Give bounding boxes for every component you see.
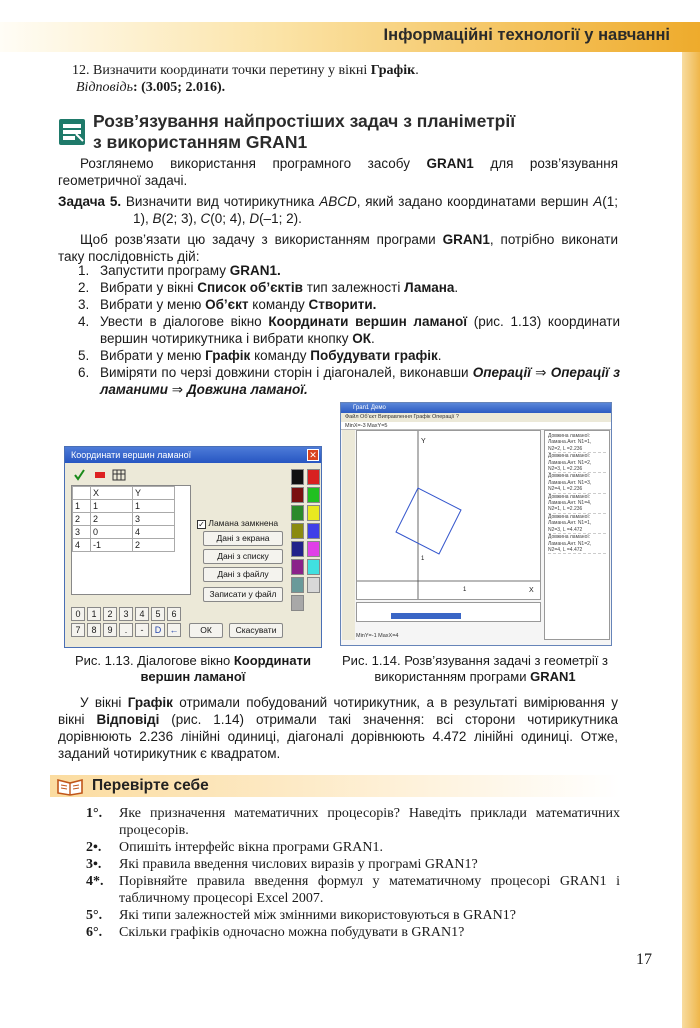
color-swatch[interactable] <box>307 505 320 521</box>
question-number: 6°. <box>86 925 103 940</box>
intro-a: Розглянемо використання програмного засобу <box>80 156 427 171</box>
check-yourself-title: Перевірте себе <box>92 777 209 794</box>
step-bold: Операції <box>472 365 531 380</box>
answer-label: Відповідь <box>76 80 133 95</box>
cancel-button[interactable]: Скасувати <box>229 623 283 638</box>
step-text: Вибрати у меню <box>100 348 206 363</box>
section-icon <box>58 118 86 146</box>
item-12-number: 12. <box>72 63 90 78</box>
step-bold: ОК <box>352 331 371 346</box>
ok-button[interactable]: ОК <box>189 623 223 638</box>
step-bold: Графік <box>205 348 251 363</box>
color-swatch[interactable] <box>307 469 320 485</box>
checkbox-label: Ламана замкнена <box>208 518 279 528</box>
question-number: 2•. <box>86 840 102 855</box>
step-bold: Створити. <box>308 297 377 312</box>
result-c: отримали побудований чотирикутник, а в результаті вимірювання у вікні <box>58 695 618 727</box>
task-h: C <box>200 211 211 226</box>
section-title-line2: з використанням GRAN1 <box>93 132 308 152</box>
graph-svg <box>357 431 540 599</box>
question-number: 1°. <box>86 806 103 821</box>
step-bold: Довжина ламаної. <box>186 382 308 397</box>
question-text: Яке призначення математичних процесорів? Наведіть приклади математичних процесорів. <box>119 806 620 838</box>
table-row[interactable] <box>73 500 175 513</box>
header-index <box>73 487 91 500</box>
steps-intro-c: , потрібно виконати таку послідовність дій: <box>58 232 618 264</box>
cell-index: 3 <box>73 526 91 539</box>
figure-14-caption <box>330 653 620 685</box>
cell-index: 4 <box>73 539 91 552</box>
caption-bold: Координати вершин ламаної <box>140 653 311 684</box>
result-paragraph <box>58 694 618 762</box>
side-strip <box>682 52 700 1028</box>
result-a: У вікні <box>80 695 128 710</box>
color-swatch[interactable] <box>291 577 304 593</box>
color-swatch[interactable] <box>291 595 304 611</box>
step-4 <box>58 313 620 347</box>
key-8[interactable]: 8 <box>87 623 101 637</box>
steps-intro <box>58 231 618 265</box>
task-l: D <box>249 211 260 226</box>
cell-x[interactable]: 0 <box>91 526 133 539</box>
table-row[interactable] <box>73 526 175 539</box>
question-item <box>86 873 620 907</box>
task-m: (–1; 2). <box>259 211 302 226</box>
answer-entry: Довжина ламаної: Ламана.Ант. N1=2, N2=3, L =2.236 <box>548 453 606 473</box>
key-backspace[interactable]: ← <box>167 623 181 637</box>
answer-entry: Довжина ламаної: Ламана.Ант. N1=1, N2=3, L =4.472 <box>548 514 606 534</box>
task-c: , який задано координатами вершин <box>356 194 594 209</box>
step-arrow: ⇒ <box>531 365 551 380</box>
intro-c: для розв’язування геометричної задачі. <box>58 156 618 188</box>
question-number: 4*. <box>86 874 104 889</box>
task-d: A <box>593 194 603 209</box>
delete-icon <box>95 472 105 478</box>
step-arrow: ⇒ <box>168 382 187 397</box>
task-paragraph <box>58 193 618 227</box>
item-12-text: Визначити координати точки перетину у вікні <box>93 63 371 78</box>
object-list[interactable] <box>356 602 541 622</box>
step-text: команду <box>248 297 309 312</box>
header-banner <box>0 22 700 52</box>
header-x: X <box>91 487 133 500</box>
question-item <box>86 839 620 856</box>
color-swatch[interactable] <box>291 541 304 557</box>
color-swatch[interactable] <box>291 487 304 503</box>
app-menubar[interactable]: Файл Об’єкт Виправлення Графік Операції ? <box>341 413 611 422</box>
table-row[interactable] <box>73 539 175 552</box>
coordinates-dialog <box>64 446 322 648</box>
key-0[interactable]: 0 <box>71 607 85 621</box>
step-number: 1. <box>78 263 90 278</box>
table-header <box>73 487 175 500</box>
key-5[interactable]: 5 <box>151 607 165 621</box>
step-number: 3. <box>78 297 90 312</box>
question-text: Опишіть інтерфейс вікна програми GRAN1. <box>119 840 383 855</box>
question-item <box>86 805 620 839</box>
header-y: Y <box>133 487 175 500</box>
color-swatch[interactable] <box>291 469 304 485</box>
step-5 <box>58 347 620 364</box>
answer-entry: Довжина ламаної: Ламана.Ант. N1=2, N2=4, L =4.472 <box>548 534 606 554</box>
question-item <box>86 856 620 873</box>
cell-y[interactable]: 2 <box>133 539 175 552</box>
dialog-titlebar <box>65 447 321 463</box>
closed-polyline-checkbox[interactable] <box>197 515 278 532</box>
answer-entry: Довжина ламаної: Ламана.Ант. N1=1, N2=2, L =2.236 <box>548 433 606 453</box>
color-swatch[interactable] <box>291 559 304 575</box>
section-title <box>93 111 515 153</box>
intro-b: GRAN1 <box>426 156 474 171</box>
question-text: Які правила введення числових виразів у програмі GRAN1? <box>119 857 478 872</box>
step-text: . <box>454 280 459 295</box>
app-titlebar: Граn1 Демо <box>341 403 611 413</box>
step-bold: GRAN1. <box>229 263 281 278</box>
graph-area[interactable] <box>356 430 541 600</box>
section-title-line1: Розв’язування найпростіших задач з планіметрії <box>93 111 516 131</box>
gran1-window <box>340 402 612 646</box>
color-swatch[interactable] <box>307 577 320 593</box>
answers-panel <box>544 430 610 640</box>
cell-y[interactable]: 1 <box>133 500 175 513</box>
questions-list <box>86 805 620 941</box>
key-dot[interactable]: . <box>119 623 133 637</box>
step-text: . <box>370 331 375 346</box>
step-bold: Список об’єктів <box>197 280 303 295</box>
check-icon <box>75 470 84 479</box>
cell-x[interactable]: 2 <box>91 513 133 526</box>
intro-paragraph <box>58 155 618 189</box>
dialog-close-button[interactable]: ✕ <box>307 449 319 461</box>
app-range-info: MinX=-3 MaxY=5 <box>341 422 611 430</box>
task-label: Задача 5. <box>58 194 122 209</box>
result-b: Графік <box>127 695 173 710</box>
cell-x[interactable]: -1 <box>91 539 133 552</box>
step-bold: Операції з ламаними <box>100 365 620 397</box>
quadrilateral-abcd <box>396 488 461 554</box>
task-f: B <box>152 211 162 226</box>
cell-y[interactable]: 4 <box>133 526 175 539</box>
caption-text: Рис. 1.14. Розв’язування задачі з геометрії з використанням програми <box>342 653 608 684</box>
question-item <box>86 924 620 941</box>
color-swatch[interactable] <box>307 487 320 503</box>
step-number: 4. <box>78 314 90 329</box>
step-bold: Об’єкт <box>205 297 249 312</box>
y-axis-label: Y <box>421 438 426 445</box>
step-number: 6. <box>78 365 90 380</box>
task-k: (0; 4), <box>210 211 250 226</box>
step-text: Запустити програму <box>100 263 230 278</box>
data-from-file-button[interactable]: Дані з файлу <box>203 567 283 582</box>
step-text: Вибрати у меню <box>100 297 206 312</box>
cell-index: 2 <box>73 513 91 526</box>
color-swatch[interactable] <box>307 541 320 557</box>
steps-list <box>58 262 620 398</box>
item-12-bold: Графік <box>370 63 416 78</box>
step-3 <box>58 296 620 313</box>
key-9[interactable]: 9 <box>103 623 117 637</box>
step-6 <box>58 364 620 398</box>
key-3[interactable]: 3 <box>119 607 133 621</box>
key-d[interactable]: D <box>151 623 165 637</box>
coordinates-table <box>71 485 191 595</box>
color-swatch[interactable] <box>307 523 320 539</box>
question-text: Скільки графіків одночасно можна побудувати в GRAN1? <box>119 925 465 940</box>
step-bold: Координати вершин ламаної <box>268 314 468 329</box>
step-bold: Ламана <box>404 280 455 295</box>
key-4[interactable]: 4 <box>135 607 149 621</box>
key-6[interactable]: 6 <box>167 607 181 621</box>
answer-value: : (3.005; 2.016). <box>132 80 226 95</box>
item-12-end: . <box>415 63 419 78</box>
result-e: (рис. 1.14) отримали такі значення: всі сторони чотирикутника дорівнюють 2.236 лінійні одиниці, діагоналі дорівнюють 4.472 лінійні одиниці. Отже, заданий чотирикутник є квадратом. <box>58 712 618 761</box>
task-a: Визначити вид чотирикутника <box>121 194 320 209</box>
figure-13-caption <box>58 653 328 685</box>
item-12 <box>58 62 618 96</box>
dialog-toolbar <box>73 469 133 481</box>
key-minus[interactable]: - <box>135 623 149 637</box>
key-2[interactable]: 2 <box>103 607 117 621</box>
key-1[interactable]: 1 <box>87 607 101 621</box>
task-e: (1; 1), <box>133 194 619 226</box>
y-tick-1: 1 <box>421 556 425 562</box>
steps-intro-b: GRAN1 <box>442 232 490 247</box>
data-from-screen-button[interactable]: Дані з екрана <box>203 531 283 546</box>
step-text: Виміряти по черзі довжини сторін і діагоналей, виконавши <box>100 365 473 380</box>
vertical-toolbar[interactable] <box>342 430 355 640</box>
data-from-list-button[interactable]: Дані з списку <box>203 549 283 564</box>
caption-bold: GRAN1 <box>530 669 576 684</box>
result-d: Відповіді <box>96 712 160 727</box>
color-swatch[interactable] <box>291 523 304 539</box>
dialog-title: Координати вершин ламаної <box>71 450 192 460</box>
step-number: 2. <box>78 280 90 295</box>
app-status: MinY=-1 MaxX=4 <box>356 633 399 639</box>
question-text: Порівняйте правила введення формул у математичному процесорі GRAN1 і табличному процесорі Excel 2007. <box>119 874 620 906</box>
key-7[interactable]: 7 <box>71 623 85 637</box>
step-text: Вибрати у вікні <box>100 280 198 295</box>
question-text: Які типи залежностей між змінними використовуються в GRAN1? <box>119 908 516 923</box>
cell-index: 1 <box>73 500 91 513</box>
answer-entry: Довжина ламаної: Ламана.Ант. N1=3, N2=4, L =2.236 <box>548 473 606 493</box>
color-swatch[interactable] <box>291 505 304 521</box>
x-tick-1: 1 <box>463 587 467 593</box>
open-book-icon <box>56 776 84 796</box>
caption-text: Рис. 1.13. Діалогове вікно <box>75 653 234 668</box>
step-text: тип залежності <box>302 280 405 295</box>
question-item <box>86 907 620 924</box>
checkbox-mark[interactable]: ✓ <box>198 520 205 529</box>
step-text: Увести в діалогове вікно <box>100 314 269 329</box>
question-number: 5°. <box>86 908 103 923</box>
step-2 <box>58 279 620 296</box>
step-text: . <box>437 348 442 363</box>
x-axis-label: X <box>529 587 534 594</box>
selected-object[interactable] <box>391 613 461 619</box>
task-b: ABCD <box>319 194 357 209</box>
cell-y[interactable]: 3 <box>133 513 175 526</box>
cell-x[interactable]: 1 <box>91 500 133 513</box>
answer-entry: Довжина ламаної: Ламана.Ант. N1=4, N2=1, L =2.236 <box>548 494 606 514</box>
step-number: 5. <box>78 348 90 363</box>
save-to-file-button[interactable]: Записати у файл <box>203 587 283 602</box>
table-row[interactable] <box>73 513 175 526</box>
step-text: команду <box>250 348 311 363</box>
step-bold: Побудувати графік <box>310 348 438 363</box>
task-g: (2; 3), <box>161 211 201 226</box>
question-number: 3•. <box>86 857 102 872</box>
page-number: 17 <box>636 951 652 968</box>
grid-icon <box>113 470 125 480</box>
header-title: Інформаційні технології у навчанні <box>383 26 670 44</box>
step-1 <box>58 262 620 279</box>
color-swatch[interactable] <box>307 559 320 575</box>
steps-intro-a: Щоб розв’язати цю задачу з використанням програми <box>80 232 443 247</box>
step-text: (рис. 1.13) координати вершин чотирикутника і вибрати кнопку <box>100 314 621 346</box>
